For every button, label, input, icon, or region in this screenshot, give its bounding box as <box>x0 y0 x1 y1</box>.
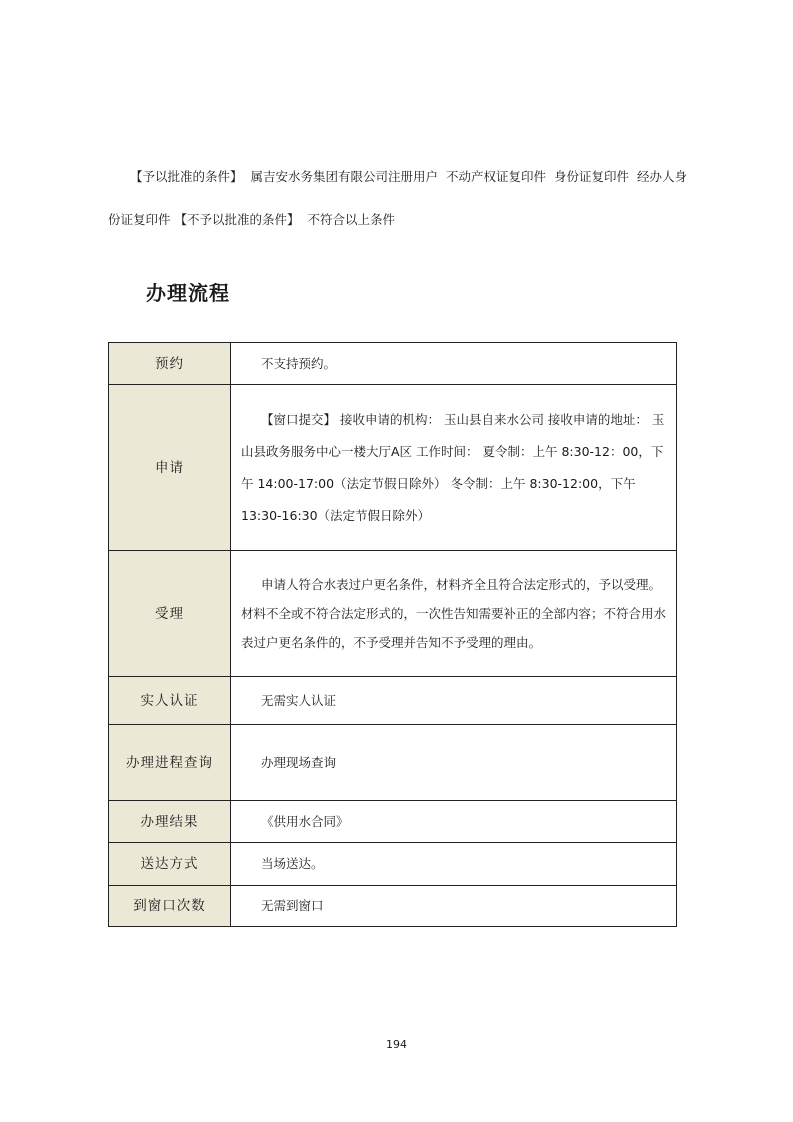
table-row <box>109 551 677 677</box>
page-number: 194 <box>386 1038 407 1051</box>
approval-conditions-paragraph <box>108 155 698 241</box>
row-label: 办理进程查询 <box>109 725 231 801</box>
row-value: 办理现场查询 <box>231 725 677 801</box>
row-value: 不支持预约。 <box>231 343 677 385</box>
row-label: 实人认证 <box>109 677 231 725</box>
table-row <box>109 725 677 801</box>
row-value: 无需到窗口 <box>231 886 677 927</box>
row-label: 受理 <box>109 551 231 677</box>
row-value: 【窗口提交】 接收申请的机构： 玉山县自来水公司 接收申请的地址： 玉山县政务服务中心一楼大厅A区 工作时间： 夏令制：上午 8:30-12：00，下午 14:00-17:00（法定节假日除外） 冬令制：上午 8:30-12:00，下午 13:30-16:30（法定节假日除外） <box>231 385 677 551</box>
approve-condition-item: 身份证复印件 <box>554 169 630 184</box>
section-title: 办理流程 <box>146 281 230 305</box>
approve-condition-item: 不动产权证复印件 <box>446 169 547 184</box>
table-row <box>109 677 677 725</box>
row-value: 《供用水合同》 <box>231 801 677 843</box>
row-label: 申请 <box>109 385 231 551</box>
row-label: 送达方式 <box>109 843 231 886</box>
approve-condition-item: 属吉安水务集团有限公司注册用户 <box>250 169 439 184</box>
row-label: 办理结果 <box>109 801 231 843</box>
table-row <box>109 385 677 551</box>
process-table <box>108 342 677 927</box>
table-row <box>109 343 677 385</box>
approve-conditions-label: 【予以批准的条件】 <box>130 169 243 184</box>
reject-conditions-label: 【不予以批准的条件】 <box>174 212 300 227</box>
row-value: 无需实人认证 <box>231 677 677 725</box>
table-row <box>109 843 677 886</box>
table-row <box>109 886 677 927</box>
row-label: 到窗口次数 <box>109 886 231 927</box>
row-value: 申请人符合水表过户更名条件，材料齐全且符合法定形式的，予以受理。材料不全或不符合法定形式的，一次性告知需要补正的全部内容；不符合用水表过户更名条件的，不予受理并告知不予受理的理由。 <box>231 551 677 677</box>
reject-conditions-text: 不符合以上条件 <box>307 212 396 227</box>
table-row <box>109 801 677 843</box>
row-label: 预约 <box>109 343 231 385</box>
approve-condition-item: 经办人身份证复印件 <box>108 169 688 227</box>
row-value: 当场送达。 <box>231 843 677 886</box>
